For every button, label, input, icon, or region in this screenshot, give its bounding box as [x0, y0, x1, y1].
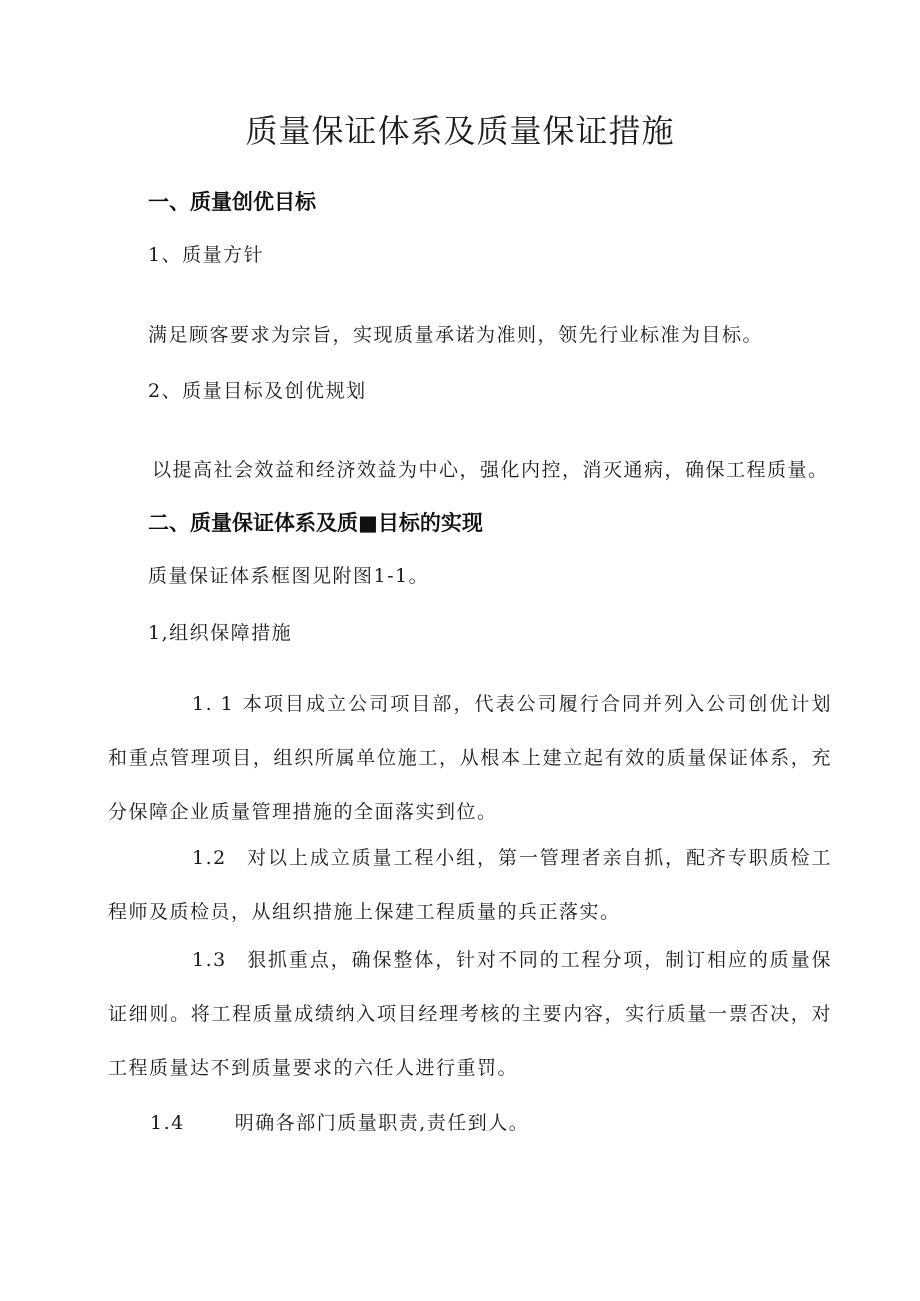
quality-policy-text: 满足顾客要求为宗旨，实现质量承诺为准则，领先行业标准为目标。	[148, 324, 764, 346]
quality-goal-title: 2、质量目标及创优规划	[148, 380, 367, 402]
measure-paragraph-1-3	[108, 933, 832, 1095]
section2-heading: 二、质量保证体系及质■目标的实现	[148, 511, 483, 535]
measure-number-1-1: 1. 1	[192, 693, 235, 715]
measure-number-1-3: 1.3	[192, 949, 227, 971]
document-title: 质量保证体系及质量保证措施	[245, 112, 675, 150]
quality-goal-text: 以提高社会效益和经济效益为中心，强化内控，消灭通病，确保工程质量。	[152, 459, 829, 481]
measure-text-1-3: 狠抓重点，确保整体，针对不同的工程分项，制订相应的质量保证细则。将工程质量成绩纳入项目经理考核的主要内容，实行质量一票否决，对工程质量达不到质量要求的六任人进行重罚。	[108, 949, 832, 1079]
quality-policy-title: 1、质量方针	[148, 244, 265, 266]
measure-number-1-4: 1.4	[150, 1112, 185, 1134]
measure-paragraph-1-4	[150, 1108, 529, 1135]
measure-text-1-4: 明确各部门质量职责,责任到人。	[234, 1112, 530, 1134]
measure-paragraph-1-1	[108, 677, 832, 839]
measure-paragraph-1-2	[108, 831, 832, 939]
organization-measures-title: 1,组织保障措施	[148, 622, 293, 644]
system-diagram-reference: 质量保证体系框图见附图1-1。	[148, 565, 430, 587]
measure-number-1-2: 1.2	[192, 847, 227, 869]
measure-text-1-2: 对以上成立质量工程小组，第一管理者亲自抓，配齐专职质检工程师及质检员，从组织措施上保建工程质量的兵正落实。	[108, 847, 832, 923]
section1-heading: 一、质量创优目标	[148, 190, 316, 214]
measure-text-1-1: 本项目成立公司项目部，代表公司履行合同并列入公司创优计划和重点管理项目，组织所属单位施工，从根本上建立起有效的质量保证体系，充分保障企业质量管理措施的全面落实到位。	[108, 693, 832, 823]
